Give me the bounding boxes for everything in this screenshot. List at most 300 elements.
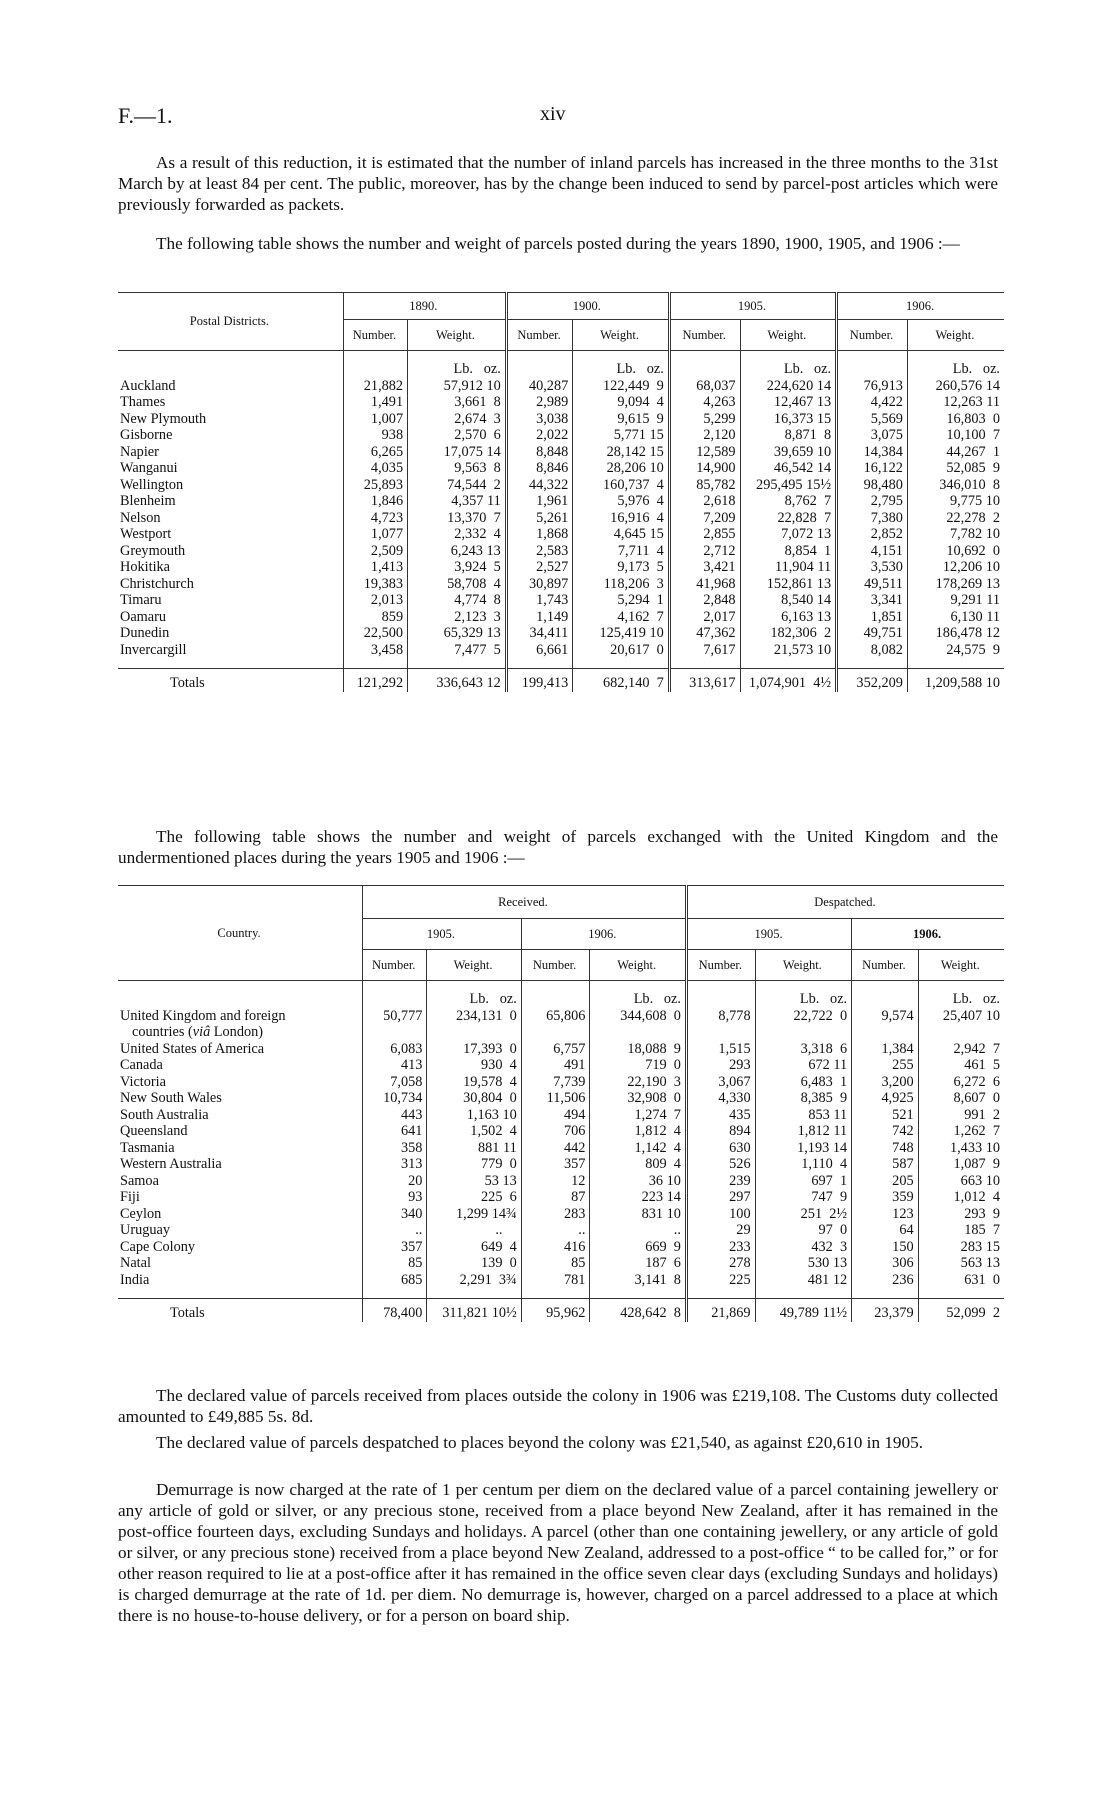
- weight-cell: 8,607 0: [918, 1090, 1004, 1107]
- weight-cell: 530 13: [755, 1255, 852, 1272]
- number-cell: 8,846: [506, 460, 573, 477]
- number-cell: 34,411: [506, 625, 573, 642]
- table-row: [118, 1272, 1004, 1289]
- number-cell: 16,122: [837, 460, 908, 477]
- table-row: [118, 576, 1004, 593]
- weight-cell: 178,269 13: [907, 576, 1004, 593]
- weight-cell: 118,206 3: [573, 576, 670, 593]
- weight-header: Weight.: [408, 320, 507, 351]
- number-cell: 1,007: [343, 411, 407, 428]
- spacer-cell: [686, 981, 755, 1008]
- number-cell: 2,848: [669, 592, 740, 609]
- spacer-cell: [506, 351, 573, 378]
- total-weight-cell: 1,074,901 4½: [740, 669, 837, 692]
- weight-header: Weight.: [907, 320, 1004, 351]
- spacer-row: [118, 1288, 1004, 1299]
- weight-cell: 4,162 7: [573, 609, 670, 626]
- number-cell: 2,120: [669, 427, 740, 444]
- table-row: [118, 592, 1004, 609]
- number-cell: 357: [521, 1156, 590, 1173]
- weight-cell: 22,722 0: [755, 1008, 852, 1025]
- row-label: Western Australia: [120, 1156, 222, 1172]
- number-cell: 255: [852, 1057, 919, 1074]
- number-cell: 442: [521, 1140, 590, 1157]
- number-cell: 14,900: [669, 460, 740, 477]
- weight-cell: 225 6: [427, 1189, 521, 1206]
- weight-cell: 21,573 10: [740, 642, 837, 659]
- weight-cell: 7,782 10: [907, 526, 1004, 543]
- spacer-cell: [755, 1024, 852, 1041]
- weight-cell: 16,803 0: [907, 411, 1004, 428]
- number-cell: 85: [521, 1255, 590, 1272]
- weight-cell: 663 10: [918, 1173, 1004, 1190]
- year-header-received-1906: 1906.: [521, 919, 686, 950]
- weight-cell: 6,243 13: [408, 543, 507, 560]
- number-cell: 340: [363, 1206, 427, 1223]
- number-cell: 3,421: [669, 559, 740, 576]
- number-cell: 293: [686, 1057, 755, 1074]
- table-row: [118, 460, 1004, 477]
- weight-cell: 139 0: [427, 1255, 521, 1272]
- row-label: Wanganui: [120, 460, 178, 476]
- page-number: xiv: [540, 103, 566, 125]
- number-cell: ..: [363, 1222, 427, 1239]
- spacer-cell: [755, 1288, 852, 1299]
- weight-cell: 563 13: [918, 1255, 1004, 1272]
- weight-cell: 697 1: [755, 1173, 852, 1190]
- district-name: [118, 576, 343, 593]
- table-row: [118, 1090, 1004, 1107]
- weight-cell: 4,357 11: [408, 493, 507, 510]
- spacer-cell: [852, 1024, 919, 1041]
- district-name: [118, 1041, 363, 1058]
- number-cell: 2,852: [837, 526, 908, 543]
- weight-cell: 779 0: [427, 1156, 521, 1173]
- number-cell: 297: [686, 1189, 755, 1206]
- weight-cell: 669 9: [590, 1239, 687, 1256]
- table-row: [118, 543, 1004, 560]
- number-cell: 2,712: [669, 543, 740, 560]
- number-cell: 4,330: [686, 1090, 755, 1107]
- weight-cell: 8,540 14: [740, 592, 837, 609]
- district-name: [118, 1156, 363, 1173]
- total-number-cell: 199,413: [506, 669, 573, 692]
- total-number-cell: 352,209: [837, 669, 908, 692]
- weight-header: Weight.: [740, 320, 837, 351]
- number-cell: 313: [363, 1156, 427, 1173]
- number-cell: 306: [852, 1255, 919, 1272]
- number-cell: 2,527: [506, 559, 573, 576]
- number-cell: 22,500: [343, 625, 407, 642]
- weight-cell: 22,190 3: [590, 1074, 687, 1091]
- weight-cell: 36 10: [590, 1173, 687, 1190]
- spacer-cell: [118, 351, 343, 378]
- row-label: Victoria: [120, 1073, 166, 1090]
- table-row: [118, 559, 1004, 576]
- number-cell: 521: [852, 1107, 919, 1124]
- row-label: Hokitika: [120, 559, 171, 575]
- weight-cell: 251 2½: [755, 1206, 852, 1223]
- row-label: Timaru: [120, 592, 162, 608]
- number-cell: 6,265: [343, 444, 407, 461]
- spacer-cell: [506, 658, 573, 669]
- district-name: [118, 1239, 363, 1256]
- number-cell: 641: [363, 1123, 427, 1140]
- number-cell: 2,509: [343, 543, 407, 560]
- row-label: Ceylon: [120, 1205, 162, 1222]
- weight-cell: 4,774 8: [408, 592, 507, 609]
- weight-cell: 17,393 0: [427, 1041, 521, 1058]
- number-cell: 4,151: [837, 543, 908, 560]
- spacer-row: [118, 658, 1004, 669]
- weight-cell: 58,708 4: [408, 576, 507, 593]
- number-cell: 1,743: [506, 592, 573, 609]
- weight-cell: 3,318 6: [755, 1041, 852, 1058]
- weight-cell: 1,110 4: [755, 1156, 852, 1173]
- weight-cell: 74,544 2: [408, 477, 507, 494]
- district-name: [118, 460, 343, 477]
- row-label: Christchurch: [120, 575, 194, 592]
- year-header-received-1905: 1905.: [363, 919, 522, 950]
- number-cell: 748: [852, 1140, 919, 1157]
- number-cell: 14,384: [837, 444, 908, 461]
- number-cell: 9,574: [852, 1008, 919, 1025]
- number-cell: 7,617: [669, 642, 740, 659]
- row-label: Queensland: [120, 1123, 188, 1139]
- weight-cell: 12,467 13: [740, 394, 837, 411]
- number-cell: 6,661: [506, 642, 573, 659]
- number-cell: 587: [852, 1156, 919, 1173]
- number-cell: 4,422: [837, 394, 908, 411]
- weight-cell: 16,916 4: [573, 510, 670, 527]
- table-row: [118, 609, 1004, 626]
- number-cell: 3,067: [686, 1074, 755, 1091]
- district-name: [118, 394, 343, 411]
- weight-cell: 32,908 0: [590, 1090, 687, 1107]
- weight-cell: 461 5: [918, 1057, 1004, 1074]
- district-name: [118, 592, 343, 609]
- spacer-cell: [521, 1288, 590, 1299]
- number-cell: 29: [686, 1222, 755, 1239]
- number-cell: 1,846: [343, 493, 407, 510]
- weight-cell: 22,828 7: [740, 510, 837, 527]
- weight-cell: 30,804 0: [427, 1090, 521, 1107]
- number-cell: 19,383: [343, 576, 407, 593]
- number-cell: 150: [852, 1239, 919, 1256]
- paragraph-demurrage: Demurrage is now charged at the rate of 1 per centum per diem on the declared value of a parcel containing jewellery or any article of gold or silver, or any precious stone, received from a place beyond New Zealand, after it has remained in the post-office fourteen days, excluding Sundays and holidays. A parcel (other than one containing jewellery, or any article of gold or silver, or any precious stone) received from a place beyond New Zealand, addressed to a post-office “ to be called for,” or for other reason required to lie at a post-office after it has remained in the office seven clear days (excluding Sundays and holidays) is charged demurrage at the rate of 1d. per diem. No demurrage is, however, charged on a parcel addressed to a place at which there is no house-to-house delivery, or for a person on board ship.: [118, 1480, 998, 1625]
- spacer-cell: [852, 981, 919, 1008]
- number-cell: 30,897: [506, 576, 573, 593]
- weight-cell: 182,306 2: [740, 625, 837, 642]
- number-cell: 2,989: [506, 394, 573, 411]
- weight-header: Weight.: [573, 320, 670, 351]
- unit-label: Lb. oz.: [907, 351, 1004, 378]
- total-weight-cell: 311,821 10½: [427, 1299, 521, 1322]
- district-name-continuation: [118, 1024, 363, 1041]
- weight-cell: 1,193 14: [755, 1140, 852, 1157]
- spacer-cell: [686, 1288, 755, 1299]
- row-label: Blenheim: [120, 493, 176, 509]
- weight-cell: 18,088 9: [590, 1041, 687, 1058]
- number-cell: 278: [686, 1255, 755, 1272]
- number-cell: 3,458: [343, 642, 407, 659]
- number-cell: 64: [852, 1222, 919, 1239]
- spacer-cell: [521, 1024, 590, 1041]
- district-name: [118, 559, 343, 576]
- number-cell: 5,569: [837, 411, 908, 428]
- number-cell: 3,341: [837, 592, 908, 609]
- weight-cell: 1,502 4: [427, 1123, 521, 1140]
- row-label: South Australia: [120, 1106, 209, 1123]
- spacer-cell: [837, 351, 908, 378]
- weight-cell: 9,173 5: [573, 559, 670, 576]
- weight-cell: 346,010 8: [907, 477, 1004, 494]
- parcels-posted-table: [118, 292, 1004, 692]
- table-row: [118, 1041, 1004, 1058]
- district-name: [118, 411, 343, 428]
- district-name: [118, 493, 343, 510]
- number-cell: 6,083: [363, 1041, 427, 1058]
- number-header: Number.: [852, 950, 919, 981]
- row-label: Auckland: [120, 377, 176, 394]
- weight-cell: 1,274 7: [590, 1107, 687, 1124]
- total-number-cell: 21,869: [686, 1299, 755, 1322]
- spacer-cell: [521, 981, 590, 1008]
- number-cell: 47,362: [669, 625, 740, 642]
- number-cell: 357: [363, 1239, 427, 1256]
- number-cell: 98,480: [837, 477, 908, 494]
- row-label: Samoa: [120, 1172, 159, 1189]
- number-cell: 1,491: [343, 394, 407, 411]
- weight-cell: 853 11: [755, 1107, 852, 1124]
- year-header-despatched-1906: 1906.: [852, 919, 1004, 950]
- year-header-despatched-1905: 1905.: [686, 919, 851, 950]
- number-cell: 225: [686, 1272, 755, 1289]
- spacer-cell: [837, 658, 908, 669]
- row-label: United States of America: [120, 1040, 265, 1057]
- weight-cell: 481 12: [755, 1272, 852, 1289]
- number-header: Number.: [363, 950, 427, 981]
- spacer-cell: [118, 1288, 363, 1299]
- year-header-1905: 1905.: [669, 293, 836, 320]
- weight-cell: 6,272 6: [918, 1074, 1004, 1091]
- number-cell: 11,506: [521, 1090, 590, 1107]
- received-header: Received.: [363, 886, 687, 919]
- weight-cell: 25,407 10: [918, 1008, 1004, 1025]
- number-cell: 65,806: [521, 1008, 590, 1025]
- number-cell: 2,618: [669, 493, 740, 510]
- spacer-cell: [573, 658, 670, 669]
- table-row: [118, 427, 1004, 444]
- weight-cell: ..: [590, 1222, 687, 1239]
- row-label: Westport: [120, 526, 172, 542]
- number-cell: 4,035: [343, 460, 407, 477]
- number-cell: 2,013: [343, 592, 407, 609]
- row-label: Cape Colony: [120, 1238, 196, 1255]
- number-cell: 4,723: [343, 510, 407, 527]
- spacer-cell: [740, 658, 837, 669]
- table-row: [118, 1255, 1004, 1272]
- number-cell: 630: [686, 1140, 755, 1157]
- number-cell: 781: [521, 1272, 590, 1289]
- number-cell: 413: [363, 1057, 427, 1074]
- paragraph-table2-intro: The following table shows the number and weight of parcels exchanged with the United Kingdom and the undermentioned places during the years 1905 and 1906 :—: [118, 827, 998, 867]
- number-header: Number.: [506, 320, 573, 351]
- number-cell: 3,530: [837, 559, 908, 576]
- total-weight-cell: 52,099 2: [918, 1299, 1004, 1322]
- total-weight-cell: 336,643 12: [408, 669, 507, 692]
- district-name: [118, 1272, 363, 1289]
- number-cell: 25,893: [343, 477, 407, 494]
- table-row: [118, 378, 1004, 395]
- weight-cell: 809 4: [590, 1156, 687, 1173]
- row-label: Tasmania: [120, 1139, 175, 1156]
- unit-label: Lb. oz.: [590, 981, 687, 1008]
- weight-cell: 9,775 10: [907, 493, 1004, 510]
- weight-cell: 9,094 4: [573, 394, 670, 411]
- spacer-cell: [907, 658, 1004, 669]
- paragraph-declared-value-received: The declared value of parcels received from places outside the colony in 1906 was £219,108. The Customs duty collected amounted to £49,885 5s. 8d.: [118, 1386, 998, 1426]
- weight-cell: 5,771 15: [573, 427, 670, 444]
- spacer-cell: [590, 1024, 687, 1041]
- weight-cell: 65,329 13: [408, 625, 507, 642]
- weight-cell: 9,563 8: [408, 460, 507, 477]
- number-cell: 283: [521, 1206, 590, 1223]
- number-cell: 1,851: [837, 609, 908, 626]
- row-label: New Plymouth: [120, 410, 207, 427]
- district-name: [118, 1189, 363, 1206]
- despatched-header: Despatched.: [686, 886, 1004, 919]
- number-cell: 1,077: [343, 526, 407, 543]
- number-cell: 435: [686, 1107, 755, 1124]
- spacer-cell: [669, 351, 740, 378]
- weight-cell: 831 10: [590, 1206, 687, 1223]
- total-number-cell: 95,962: [521, 1299, 590, 1322]
- district-name: [118, 1222, 363, 1239]
- row-label: Greymouth: [120, 542, 186, 559]
- total-number-cell: 78,400: [363, 1299, 427, 1322]
- weight-cell: 10,692 0: [907, 543, 1004, 560]
- number-cell: 68,037: [669, 378, 740, 395]
- number-cell: 12,589: [669, 444, 740, 461]
- weight-cell: 19,578 4: [427, 1074, 521, 1091]
- weight-cell: 991 2: [918, 1107, 1004, 1124]
- weight-cell: 8,854 1: [740, 543, 837, 560]
- weight-cell: 719 0: [590, 1057, 687, 1074]
- unit-label: Lb. oz.: [740, 351, 837, 378]
- totals-row: [118, 1299, 1004, 1322]
- number-cell: 494: [521, 1107, 590, 1124]
- district-name: [118, 1090, 363, 1107]
- row-label: Gisborne: [120, 427, 173, 443]
- weight-cell: 97 0: [755, 1222, 852, 1239]
- weight-cell: 8,385 9: [755, 1090, 852, 1107]
- weight-cell: 44,267 1: [907, 444, 1004, 461]
- weight-cell: 9,615 9: [573, 411, 670, 428]
- number-cell: 358: [363, 1140, 427, 1157]
- table-row: [118, 1140, 1004, 1157]
- number-header: Number.: [343, 320, 407, 351]
- number-cell: 5,261: [506, 510, 573, 527]
- row-label: Wellington: [120, 476, 184, 493]
- row-label: United Kingdom and foreign: [120, 1007, 286, 1024]
- weight-header: Weight.: [918, 950, 1004, 981]
- number-cell: 8,848: [506, 444, 573, 461]
- number-cell: 706: [521, 1123, 590, 1140]
- number-cell: 5,299: [669, 411, 740, 428]
- paragraph-reduction: As a result of this reduction, it is estimated that the number of inland parcels has increased in the three months to the 31st March by at least 84 per cent. The public, moreover, has by the change been induced to send by parcel-post articles which were previously forwarded as packets.: [118, 153, 998, 214]
- weight-cell: 930 4: [427, 1057, 521, 1074]
- number-cell: 7,209: [669, 510, 740, 527]
- weight-cell: 1,012 4: [918, 1189, 1004, 1206]
- weight-cell: 293 9: [918, 1206, 1004, 1223]
- weight-cell: 881 11: [427, 1140, 521, 1157]
- number-cell: 894: [686, 1123, 755, 1140]
- total-weight-cell: 682,140 7: [573, 669, 670, 692]
- district-name: [118, 1140, 363, 1157]
- total-weight-cell: 49,789 11½: [755, 1299, 852, 1322]
- weight-header: Weight.: [755, 950, 852, 981]
- weight-cell: 10,100 7: [907, 427, 1004, 444]
- district-name: [118, 444, 343, 461]
- table-row: [118, 642, 1004, 659]
- weight-cell: 672 11: [755, 1057, 852, 1074]
- weight-cell: 2,291 3¾: [427, 1272, 521, 1289]
- weight-cell: 185 7: [918, 1222, 1004, 1239]
- number-cell: 6,757: [521, 1041, 590, 1058]
- spacer-cell: [118, 658, 343, 669]
- weight-cell: 3,924 5: [408, 559, 507, 576]
- weight-cell: 283 15: [918, 1239, 1004, 1256]
- table-row: [118, 411, 1004, 428]
- number-cell: ..: [521, 1222, 590, 1239]
- paragraph-table1-intro: The following table shows the number and weight of parcels posted during the years 1890, 1900, 1905, and 1906 :—: [156, 234, 960, 253]
- number-cell: 938: [343, 427, 407, 444]
- number-header: Number.: [837, 320, 908, 351]
- table-row: [118, 510, 1004, 527]
- row-label: Dunedin: [120, 625, 170, 641]
- weight-cell: 6,163 13: [740, 609, 837, 626]
- number-cell: 859: [343, 609, 407, 626]
- row-label-italic: viâ: [192, 1024, 211, 1040]
- district-name: [118, 1107, 363, 1124]
- weight-cell: 52,085 9: [907, 460, 1004, 477]
- table-row: [118, 394, 1004, 411]
- total-number-cell: 23,379: [852, 1299, 919, 1322]
- spacer-cell: [118, 981, 363, 1008]
- row-label: Uruguay: [120, 1222, 171, 1238]
- document-reference: F.—1.: [118, 103, 173, 128]
- number-cell: 4,925: [852, 1090, 919, 1107]
- row-label: Invercargill: [120, 641, 187, 658]
- number-cell: 233: [686, 1239, 755, 1256]
- year-header-1890: 1890.: [343, 293, 506, 320]
- district-name: [118, 625, 343, 642]
- weight-cell: 1,812 11: [755, 1123, 852, 1140]
- spacer-cell: [363, 1024, 427, 1041]
- table-row: [118, 1156, 1004, 1173]
- unit-label: Lb. oz.: [427, 981, 521, 1008]
- table-row: [118, 1206, 1004, 1223]
- table-row: [118, 1189, 1004, 1206]
- spacer-cell: [669, 658, 740, 669]
- district-name: [118, 543, 343, 560]
- weight-cell: 649 4: [427, 1239, 521, 1256]
- number-cell: 2,583: [506, 543, 573, 560]
- table-row-continuation: [118, 1024, 1004, 1041]
- weight-cell: 16,373 15: [740, 411, 837, 428]
- total-weight-cell: 428,642 8: [590, 1299, 687, 1322]
